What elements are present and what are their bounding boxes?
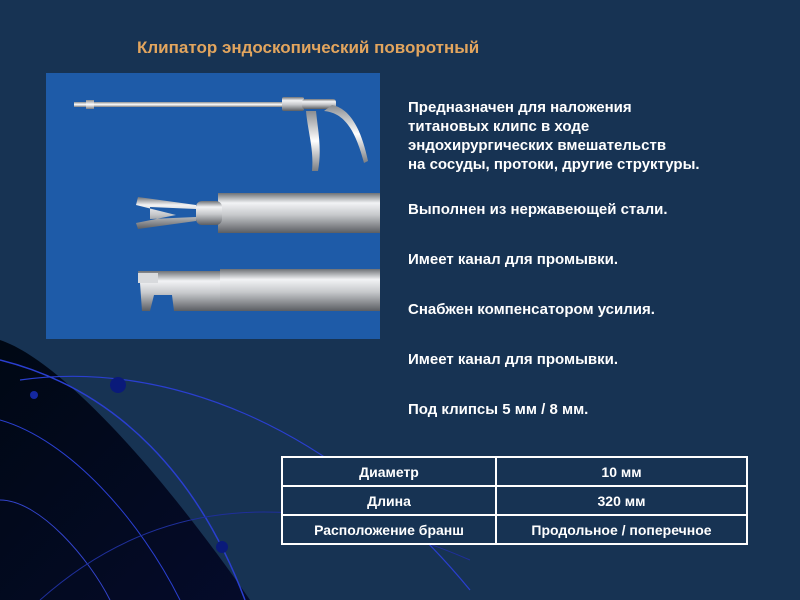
table-row [282, 457, 747, 486]
spec-label: Длина [282, 486, 496, 515]
description-flush-channel-repeat: Имеет канал для промывки. [408, 351, 619, 368]
description-material: Выполнен из нержавеющей стали. [408, 201, 668, 218]
spec-label: Расположение бранш [282, 515, 496, 544]
specs-table [281, 456, 748, 545]
spec-value: 320 мм [496, 486, 747, 515]
table-row [282, 486, 747, 515]
description-line: эндохирургических вмешательств [408, 137, 667, 154]
table-row [282, 515, 747, 544]
description-line: Предназначен для наложения [408, 99, 632, 116]
spec-label: Диаметр [282, 457, 496, 486]
description-line: титановых клипс в ходе [408, 118, 590, 135]
description-flush-channel: Имеет канал для промывки. [408, 251, 619, 268]
description-line: на сосуды, протоки, другие структуры. [408, 156, 700, 173]
description-clip-size: Под клипсы 5 мм / 8 мм. [408, 401, 589, 418]
spec-value: 10 мм [496, 457, 747, 486]
slide-title: Клипатор эндоскопический поворотный [137, 38, 480, 57]
spec-value: Продольное / поперечное [496, 515, 747, 544]
description [408, 98, 798, 419]
description-force-compensator: Снабжен компенсатором усилия. [408, 301, 655, 318]
endoscopic-clip-applier-photo [46, 73, 380, 339]
